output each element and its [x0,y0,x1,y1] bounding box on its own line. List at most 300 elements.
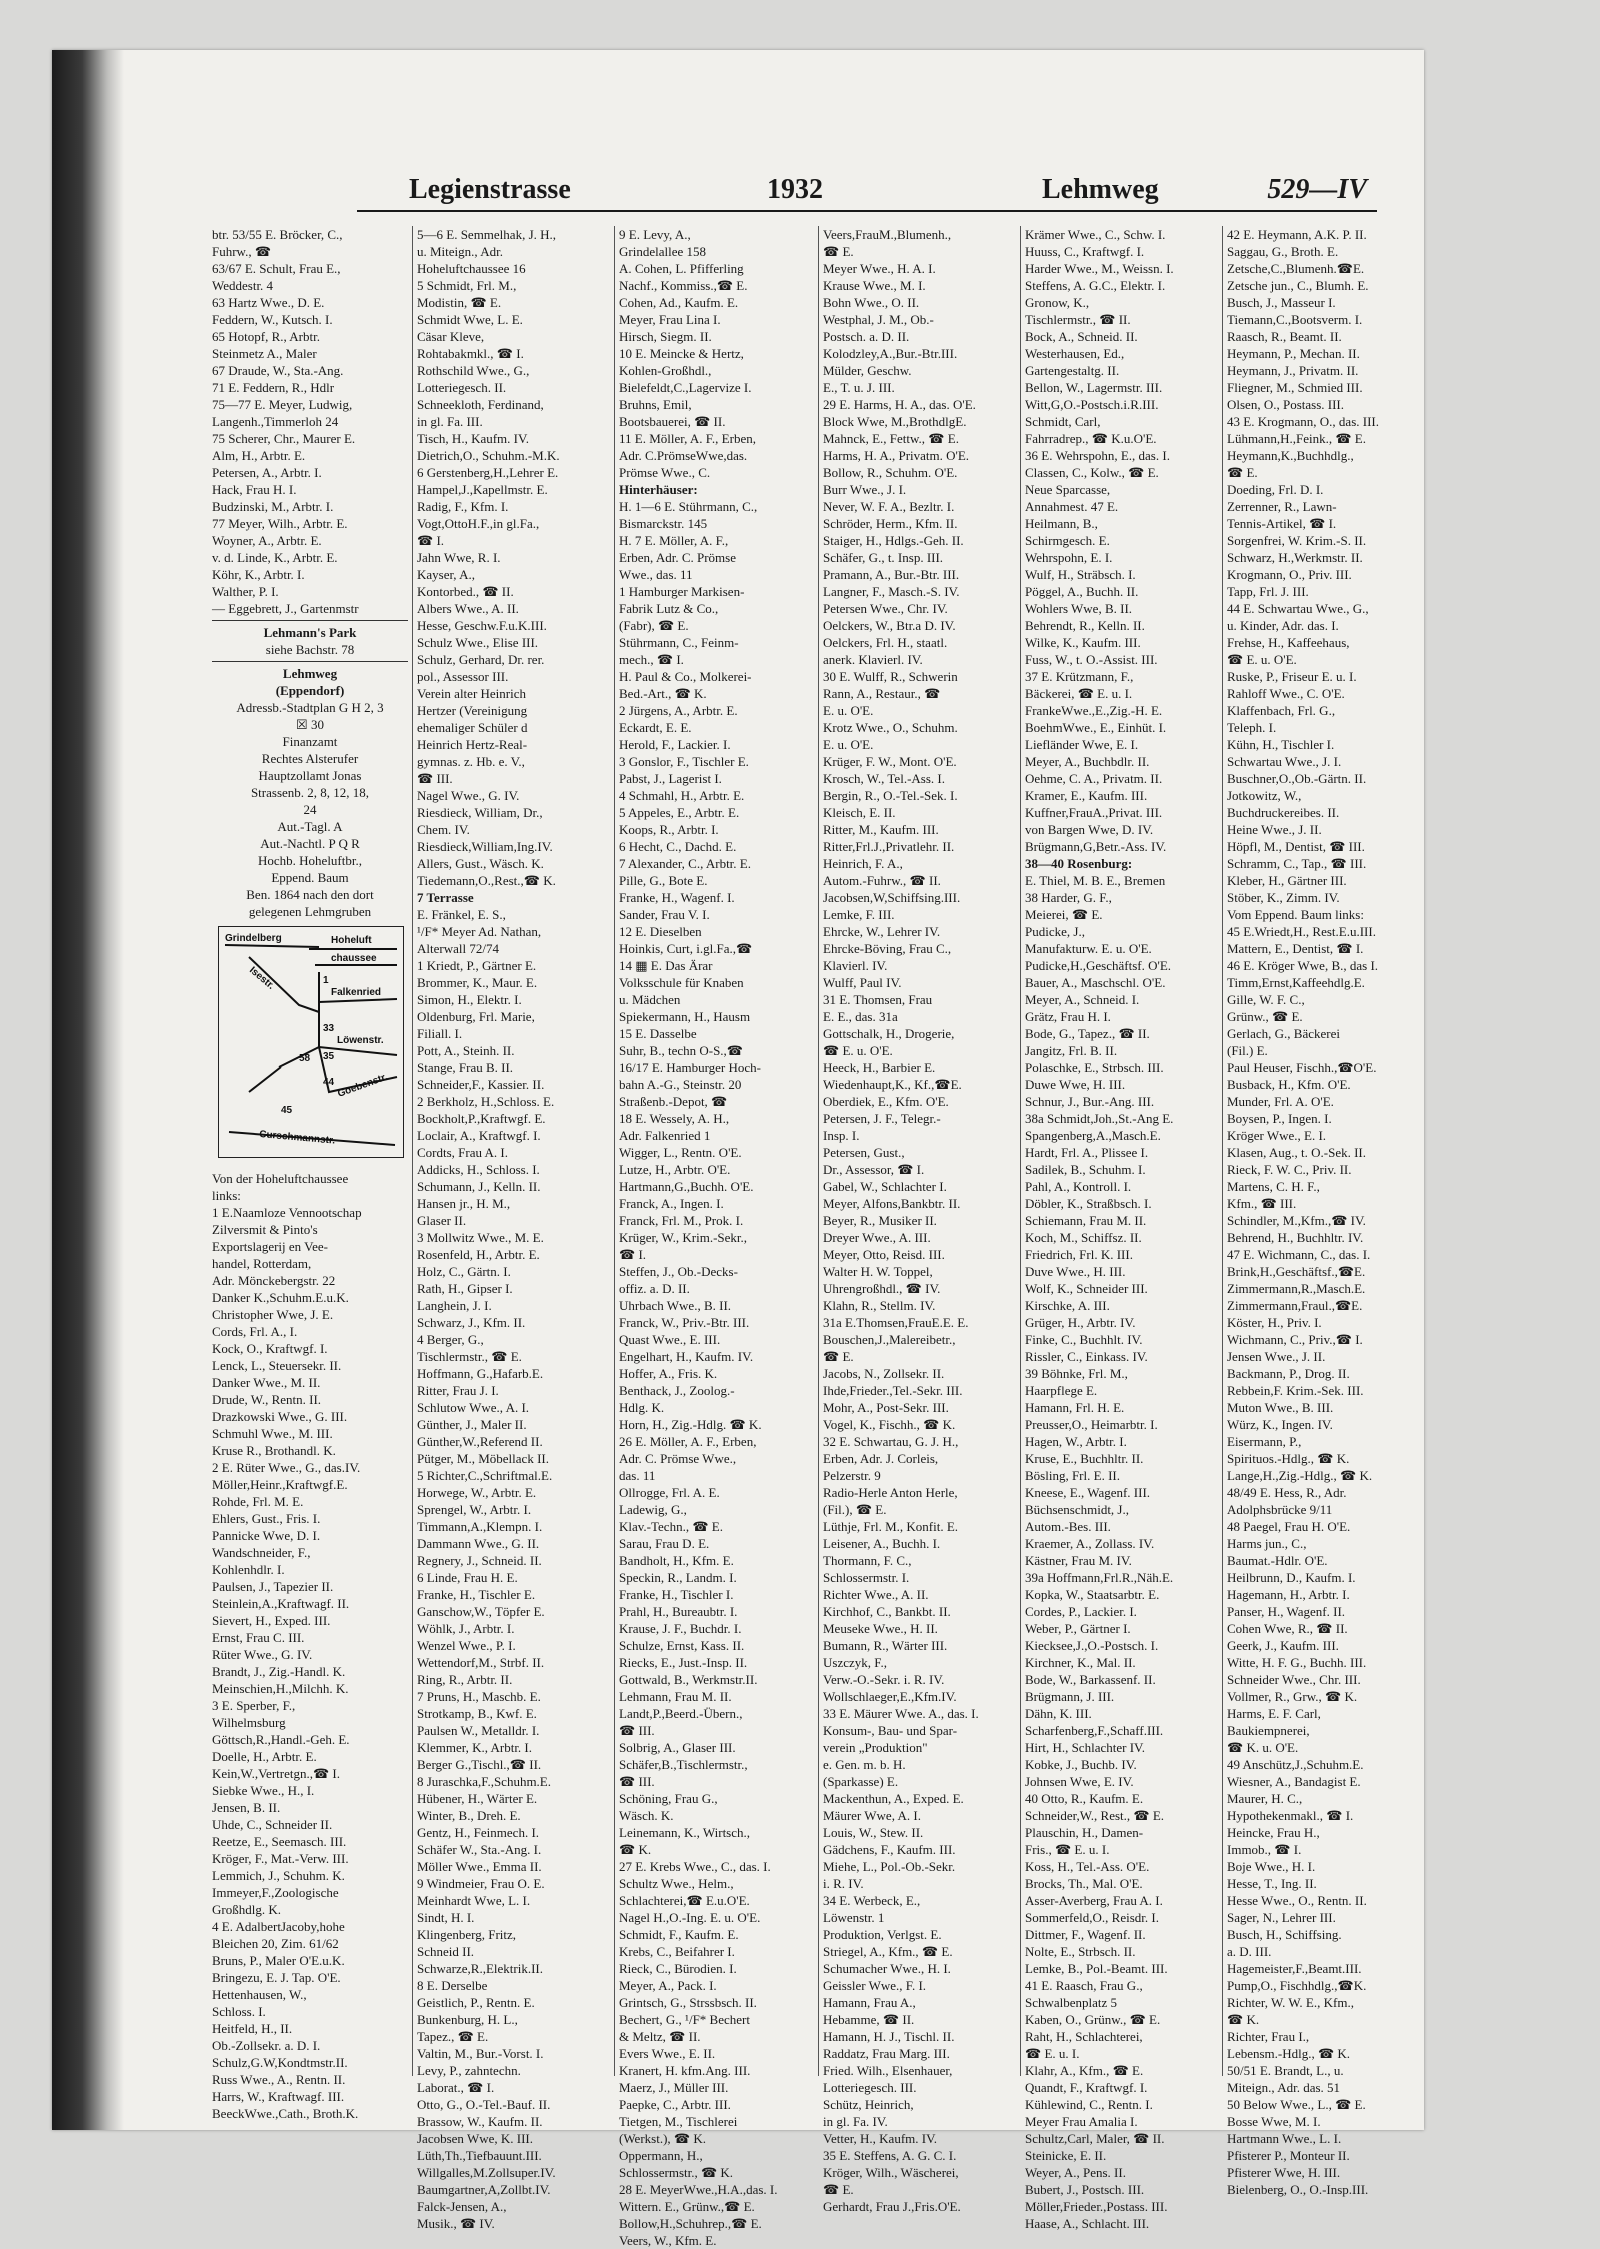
street-info-line: Adressb.-Stadtplan G H 2, 3 [236,700,384,715]
directory-entry: Doelle, H., Arbtr. E. [212,1749,317,1764]
directory-entry: Horn, H., Zig.-Hdlg. ☎ K. [619,1417,762,1432]
directory-entry: pol., Assessor III. [417,669,509,684]
directory-entry: Behrend, H., Buchhltr. IV. [1227,1230,1364,1245]
directory-entry: Hoinkis, Curt, i.gl.Fa.,☎ [619,941,753,956]
directory-entry: Frehse, H., Kaffeehaus, [1227,635,1350,650]
directory-entry: Brügmann,G,Betr.-Ass. IV. [1025,839,1167,854]
directory-entry: Engelhart, H., Kaufm. IV. [619,1349,754,1364]
directory-entry: Büchsenschmidt, J., [1025,1502,1129,1517]
directory-entry: btr. 53/55 E. Bröcker, C., [212,227,343,242]
directory-entry: Kruse R., Brothandl. K. [212,1443,336,1458]
directory-entry: Cäsar Kleve, [417,329,485,344]
directory-entry: Pott, A., Steinh. II. [417,1043,515,1058]
directory-entry: Raddatz, Frau Marg. III. [823,2046,950,2061]
directory-entry: Steffens, A. G.C., Elektr. I. [1025,278,1166,293]
directory-entry: Uhde, C., Schneider II. [212,1817,333,1832]
directory-entry: 16/17 E. Hamburger Hoch- [619,1060,762,1075]
directory-entry: Schulz,G.W,Kondtmstr.II. [212,2055,348,2070]
directory-entry: 50/51 E. Brandt, L., u. [1227,2063,1344,2078]
directory-entry: Loclair, A., Kraftwgf. I. [417,1128,541,1143]
directory-entry: Kruse, E., Buchhltr. II. [1025,1451,1144,1466]
directory-entry: Wiesner, A., Bandagist E. [1227,1774,1361,1789]
map-label-falkenried: Falkenried [331,987,382,998]
directory-entry: Bandholt, H., Kfm. E. [619,1553,734,1568]
directory-entry: Volksschule für Knaben [619,975,744,990]
directory-entry: BeeckWwe.,Cath., Broth.K. [212,2106,359,2121]
directory-entry: Oelckers, Frl. H., staatl. [823,635,948,650]
street-info-line: Aut.-Nachtl. P Q R [260,836,360,851]
directory-entry: Landt,P.,Beerd.-Übern., [619,1706,743,1721]
directory-entry: A. Cohen, L. Pfifferling [619,261,744,276]
directory-entry: Ring, R., Arbtr. II. [417,1672,513,1687]
directory-entry: 15 E. Dasselbe [619,1026,697,1041]
directory-entry: Langenh.,Timmerloh 24 [212,414,339,429]
directory-entry: Klasen, Aug., t. O.-Sek. II. [1227,1145,1367,1160]
directory-entry: Schultz,Carl, Maler, ☎ II. [1025,2131,1165,2146]
directory-entry: BoehmWwe., E., Einhüt. I. [1025,720,1167,735]
directory-entry: Heilmann, B., [1025,516,1098,531]
directory-entry: Verw.-O.-Sekr. i. R. IV. [823,1672,945,1687]
directory-entry: Franke, H., Wagenf. I. [619,890,735,905]
directory-entry: Meyer Wwe., H. A. I. [823,261,936,276]
directory-entry: Uhrengroßhdl., ☎ IV. [823,1281,941,1296]
directory-entry: Miehe, L., Pol.-Ob.-Sekr. [823,1859,956,1874]
directory-entry: Bringezu, E. J. Tap. O'E. [212,1970,341,1985]
directory-entry: Erben, Adr. C. Prömse [619,550,736,565]
directory-entry: 71 E. Feddern, R., Hdlr [212,380,335,395]
directory-entry: Veers, W., Kfm. E. [619,2233,717,2248]
directory-entry: 39a Hoffmann,Frl.R.,Näh.E. [1025,1570,1174,1585]
directory-entry: ☎ K. u. O'E. [1227,1740,1299,1755]
directory-entry: Bielefeldt,C.,Lagervize I. [619,380,752,395]
directory-entry: Jensen Wwe., J. II. [1227,1349,1326,1364]
directory-entry: Sindt, H. I. [417,1910,475,1925]
directory-entry: Polaschke, E., Strbsch. III. [1025,1060,1164,1075]
directory-entry: Olsen, O., Postass. III. [1227,397,1344,412]
directory-entry: Grünw., ☎ E. [1227,1009,1303,1024]
directory-entry: Meyer Frau Amalia I. [1025,2114,1138,2129]
directory-entry: Brassow, W., Kaufm. II. [417,2114,543,2129]
directory-entry: 34 E. Werbeck, E., [823,1893,921,1908]
directory-entry: Musik., ☎ IV. [417,2216,495,2231]
directory-entry: 36 E. Wehrspohn, E., das. I. [1025,448,1170,463]
directory-entry: Huuss, C., Kraftwgf. I. [1025,244,1145,259]
directory-entry: Rieck, C., Bürodien. I. [619,1961,737,1976]
directory-entry: & Meltz, ☎ II. [619,2029,701,2044]
directory-entry: Hesse, Geschw.F.u.K.III. [417,618,547,633]
directory-entry: Herold, F., Lackier. I. [619,737,731,752]
directory-entry: Rohtabakmkl., ☎ I. [417,346,524,361]
directory-entry: Rosenfeld, H., Arbtr. E. [417,1247,540,1262]
directory-entry: Rieck, F. W. C., Priv. II. [1227,1162,1352,1177]
directory-entry: Rissler, C., Einkass. IV. [1025,1349,1148,1364]
directory-entry: Johnsen Wwe, E. IV. [1025,1774,1134,1789]
directory-entry: Schütz, Heinrich, [823,2097,914,2112]
directory-entry: Schneekloth, Ferdinand, [417,397,544,412]
directory-entry: anerk. Klavierl. IV. [823,652,923,667]
directory-entry: Kühn, H., Tischler I. [1227,737,1335,752]
directory-entry: Manufakturw. E. u. O'E. [1025,941,1152,956]
directory-entry: 63/67 E. Schult, Frau E., [212,261,341,276]
directory-entry: Ladewig, G., [619,1502,687,1517]
directory-entry: Pfisterer Wwe, H. III. [1227,2165,1341,2180]
directory-entry: Krotz Wwe., O., Schuhm. [823,720,958,735]
directory-entry: Bollow,H.,Schuhrep.,☎ E. [619,2216,762,2231]
directory-entry: Lotteriegesch. III. [823,2080,917,2095]
directory-entry: H. 1—6 E. Stührmann, C., [619,499,758,514]
directory-entry: Kranert, H. kfm.Ang. III. [619,2063,751,2078]
directory-entry: Grindelallee 158 [619,244,706,259]
directory-entry: 38—40 Rosenburg: [1025,856,1133,871]
directory-entry: 33 E. Mäurer Wwe. A., das. I. [823,1706,979,1721]
directory-entry: Veers,FrauM.,Blumenh., [823,227,952,242]
directory-entry: in gl. Fa. III. [417,414,483,429]
directory-entry: 18 E. Wessely, A. H., [619,1111,730,1126]
directory-entry: Hertzer (Vereinigung [417,703,528,718]
street-info-line: Finanzamt [282,734,338,749]
directory-entry: Danker Wwe., M. II. [212,1375,321,1390]
directory-entry: Schwartau Wwe., J. I. [1227,754,1342,769]
directory-entry: Köster, H., Priv. I. [1227,1315,1322,1330]
directory-entry: H. 7 E. Möller, A. F., [619,533,729,548]
directory-entry: Hoffer, A., Fris. K. [619,1366,718,1381]
map-house-number: 35 [323,1051,335,1062]
directory-entry: ☎ E. [823,1349,854,1364]
directory-entry: Lühmann,H.,Feink., ☎ E. [1227,431,1366,446]
map-label-hoheluft: Hoheluft [331,935,372,946]
directory-entry: Bruns, P., Maler O'E.u.K. [212,1953,345,1968]
directory-entry: Boje Wwe., H. I. [1227,1859,1316,1874]
directory-entry: 3 E. Sperber, F., [212,1698,296,1713]
directory-entry: Langhein, J. I. [417,1298,492,1313]
directory-entry: Vogt,OttoH.F.,in gl.Fa., [417,516,540,531]
directory-entry: Tietgen, M., Tischlerei [619,2114,738,2129]
directory-entry: Allers, Gust., Wäsch. K. [417,856,544,871]
directory-entry: Zerrenner, R., Lawn- [1227,499,1337,514]
directory-entry: Bouschen,J.,Malereibetr., [823,1332,956,1347]
directory-entry: 7 Alexander, C., Arbtr. E. [619,856,751,871]
street-info-line: Ben. 1864 nach den dort [246,887,374,902]
directory-entry: Von der Hoheluftchaussee [212,1171,349,1186]
directory-entry: Grüger, H., Arbtr. IV. [1025,1315,1136,1330]
street-map [218,926,404,1158]
directory-entry: handel, Rotterdam, [212,1256,312,1271]
directory-entry: Bed.-Art., ☎ K. [619,686,707,701]
directory-entry: Wöhlk, J., Arbtr. I. [417,1621,515,1636]
directory-entry: Kopka, W., Staatsarbtr. E. [1025,1587,1160,1602]
directory-entry: 26 E. Möller, A. F., Erben, [619,1434,757,1449]
directory-entry: Jacobsen,W,Schiffsing.III. [823,890,961,905]
directory-entry: Kein,W.,Vertretgn.,☎ I. [212,1766,340,1781]
directory-entry: Chem. IV. [417,822,470,837]
directory-entry: Wulf, H., Sträbsch. I. [1025,567,1136,582]
directory-entry: 48 Paegel, Frau H. O'E. [1227,1519,1351,1534]
column-3 [614,226,817,2248]
directory-entry: Mackenthun, A., Exped. E. [823,1791,964,1806]
directory-entry: Pannicke Wwe, D. I. [212,1528,321,1543]
directory-entry: 1 E.Naamloze Vennootschap [212,1205,362,1220]
directory-entry: Steinlein,A.,Kraftwagf. II. [212,1596,350,1611]
directory-entry: links: [212,1188,241,1203]
directory-entry: 9 E. Levy, A., [619,227,691,242]
directory-entry: Fuss, W., t. O.-Assist. III. [1025,652,1158,667]
directory-entry: Tischlermstr., ☎ E. [417,1349,522,1364]
directory-entry: Benthack, J., Zoolog.- [619,1383,735,1398]
directory-entry: Haarpflege E. [1025,1383,1098,1398]
directory-entry: Witte, H. F. G., Buchh. III. [1227,1655,1367,1670]
directory-entry: 8 Juraschka,F.,Schuhm.E. [417,1774,551,1789]
map-label-curschmann: Curschmannstr. [258,1129,336,1147]
directory-entry: Bunkenburg, H. L., [417,2012,518,2027]
directory-entry: Weddestr. 4 [212,278,274,293]
directory-entry: Paulsen W., Metalldr. I. [417,1723,540,1738]
directory-entry: Ollrogge, Frl. A. E. [619,1485,720,1500]
directory-entry: Schirmgesch. E. [1025,533,1110,548]
book-spine-shadow [52,50,124,2130]
directory-entry: Ehlers, Gust., Fris. I. [212,1511,321,1526]
directory-entry: Pudicke,H.,Geschäftsf. O'E. [1025,958,1172,973]
directory-entry: Hampel,J.,Kapellmstr. E. [417,482,548,497]
directory-entry: 5 Appeles, E., Arbtr. E. [619,805,740,820]
directory-entry: 65 Hotopf, R., Arbtr. [212,329,320,344]
directory-entry: 47 E. Wichmann, C., das. I. [1227,1247,1371,1262]
directory-entry: ☎ K. [619,1842,652,1857]
directory-entry: Steffen, J., Ob.-Decks- [619,1264,738,1279]
directory-entry: Laborat., ☎ I. [417,2080,495,2095]
directory-entry: Wollschlaeger,E.,Kfm.IV. [823,1689,957,1704]
directory-entry: Solbrig, A., Glaser III. [619,1740,736,1755]
directory-entry: Ganschow,W., Töpfer E. [417,1604,545,1619]
directory-entry: Wichmann, C., Priv.,☎ I. [1227,1332,1363,1347]
map-loewenstr-line [279,1047,397,1067]
directory-entry: Pramann, A., Bur.-Btr. III. [823,567,960,582]
street-info-line: ☒ 30 [296,717,324,732]
directory-entry: Schmidt, Carl, [1025,414,1101,429]
directory-entry: Hartmann Wwe., L. I. [1227,2131,1342,2146]
directory-entry: (Fil.), ☎ E. [823,1502,887,1517]
directory-entry: ☎ III. [619,1723,655,1738]
directory-entry: Asser-Averberg, Frau A. I. [1025,1893,1163,1908]
directory-entry: Günther,W.,Referend II. [417,1434,543,1449]
directory-entry: Timmann,A.,Klempn. I. [417,1519,543,1534]
directory-entry: Hebamme, ☎ II. [823,2012,915,2027]
directory-entry: 75—77 E. Meyer, Ludwig, [212,397,353,412]
directory-entry: 7 Pruns, H., Maschb. E. [417,1689,541,1704]
directory-entry: Ehrcke, W., Lehrer IV. [823,924,941,939]
directory-entry: Zetsche jun., C., Blumh. E. [1227,278,1369,293]
directory-entry: Schäfer,B.,Tischlermstr., [619,1757,748,1772]
directory-entry: Schlossermstr., ☎ K. [619,2165,734,2180]
directory-entry: Thormann, F. C., [823,1553,912,1568]
directory-entry: Cohen Wwe, R., ☎ II. [1227,1621,1348,1636]
directory-entry: Oelckers, W., Btr.a D. IV. [823,618,956,633]
directory-entry: Kühlewind, C., Rentn. I. [1025,2097,1153,2112]
directory-entry: Willgalles,M.Zollsuper.IV. [417,2165,556,2180]
directory-entry: 10 E. Meincke & Hertz, [619,346,744,361]
directory-entry: Suhr, B., techn O-S.,☎ [619,1043,744,1058]
directory-entry: Lebensm.-Hdlg., ☎ K. [1227,2046,1351,2061]
directory-entry: Exportslagerij en Vee- [212,1239,328,1254]
street-info-line: 24 [303,802,317,817]
directory-entry: Vogel, K., Fischh., ☎ K. [823,1417,956,1432]
directory-entry: Kröger, F., Mat.-Verw. III. [212,1851,349,1866]
directory-entry: Adr. C.PrömseWwe,das. [619,448,748,463]
directory-entry: Schloss. I. [212,2004,266,2019]
directory-entry: Jacobsen Wwe, K. III. [417,2131,533,2146]
directory-entry: Fried. Wilh., Elsenhauer, [823,2063,953,2078]
directory-entry: Mattern, E., Dentist, ☎ I. [1227,941,1364,956]
directory-entry: Hypothekenmakl., ☎ I. [1227,1808,1354,1823]
directory-entry: Kirchner, K., Mal. II. [1025,1655,1136,1670]
map-house-number: 45 [281,1105,293,1116]
directory-entry: Krüger, W., Krim.-Sekr., [619,1230,748,1245]
directory-entry: Dreyer Wwe., A. III. [823,1230,931,1245]
directory-entry: Schöning, Frau G., [619,1791,718,1806]
directory-entry: Walther, P. I. [212,584,279,599]
directory-entry: Lenck, L., Steuersekr. II. [212,1358,342,1373]
directory-entry: mech., ☎ I. [619,652,684,667]
street-info-line: Hochb. Hoheluftbr., [258,853,362,868]
directory-entry: Adr. Mönckebergstr. 22 [212,1273,336,1288]
directory-entry: Meinhardt Wwe, L. I. [417,1893,531,1908]
directory-entry: Finke, C., Buchhlt. IV. [1025,1332,1143,1347]
lehmanns-park-title: Lehmann's Park [263,625,357,640]
directory-entry: ☎ E. u. O'E. [1227,652,1297,667]
directory-entry: Brink,H.,Geschäftsf.,☎E. [1227,1264,1366,1279]
directory-entry: Autom.-Fuhrw., ☎ II. [823,873,941,888]
directory-entry: Buschner,O.,Ob.-Gärtn. II. [1227,771,1367,786]
directory-entry: ☎ I. [619,1247,647,1262]
directory-entry: Baumat.-Hdlr. O'E. [1227,1553,1328,1568]
directory-entry: Zilversmit & Pinto's [212,1222,318,1237]
directory-entry: Strotkamp, B., Kwf. E. [417,1706,537,1721]
directory-entry: Zimmermann,Fraul.,☎E. [1227,1298,1363,1313]
directory-entry: v. d. Linde, K., Arbtr. E. [212,550,338,565]
directory-entry: Meyer, A., Schneid. I. [1025,992,1140,1007]
directory-entry: Ob.-Zollsekr. a. D. I. [212,2038,321,2053]
directory-entry: Klahn, R., Stellm. IV. [823,1298,936,1313]
directory-entry: 7 Terrasse [417,890,474,905]
directory-entry: Annahmest. 47 E. [1025,499,1119,514]
directory-entry: Schäfer W., Sta.-Ang. I. [417,1842,542,1857]
directory-entry: 9 Windmeier, Frau O. E. [417,1876,545,1891]
directory-entry: Petersen, J. F., Telegr.- [823,1111,941,1126]
directory-entry: Cords, Frl. A., I. [212,1324,298,1339]
map-label-loewenstr: Löwenstr. [337,1035,384,1046]
directory-entry: offiz. a. D. II. [619,1281,690,1296]
directory-entry: Kobke, J., Buchb. IV. [1025,1757,1137,1772]
directory-entry: Koch, M., Schiffsz. II. [1025,1230,1142,1245]
directory-entry: Franke, H., Tischler E. [417,1587,536,1602]
directory-entry: Hübener, H., Wärter E. [417,1791,538,1806]
directory-entry: 1 Kriedt, P., Gärtner E. [417,958,537,973]
directory-entry: Winter, B., Dreh. E. [417,1808,521,1823]
directory-entry: Kramer, E., Kaufm. III. [1025,788,1148,803]
directory-entry: Heinrich Hertz-Real- [417,737,528,752]
directory-entry: Oehme, C. A., Privatm. II. [1025,771,1163,786]
directory-entry: Produktion, Verlgst. E. [823,1927,942,1942]
directory-entry: Klemmer, K., Arbtr. I. [417,1740,533,1755]
directory-entry: Schulz Wwe., Elise III. [417,635,539,650]
directory-entry: Nagel H.,O.-Ing. E. u. O'E. [619,1910,761,1925]
directory-entry: Stöber, K., Zimm. IV. [1227,890,1340,905]
directory-entry: Hesse Wwe., O., Rentn. II. [1227,1893,1367,1908]
directory-entry: ☎ E. [823,2182,854,2197]
directory-entry: Bellon, W., Lagermstr. III. [1025,380,1163,395]
directory-entry: Baumgartner,A,Zollbt.IV. [417,2182,551,2197]
directory-entry: Kästner, Frau M. IV. [1025,1553,1132,1568]
directory-entry: Siebke Wwe., H., I. [212,1783,315,1798]
directory-entry: Hamann, Frau A., [823,1995,916,2010]
directory-entry: Richter, W. W. E., Kfm., [1227,1995,1354,2010]
directory-entry: Drazkowski Wwe., G. III. [212,1409,348,1424]
directory-entry: u. Mädchen [619,992,681,1007]
directory-entry: Schneider,F., Kassier. II. [417,1077,545,1092]
directory-entry: Stange, Frau B. II. [417,1060,514,1075]
directory-entry: Postsch. a. D. II. [823,329,910,344]
directory-entry: Bubert, J., Postsch. III. [1025,2182,1145,2197]
directory-entry: u. Kinder, Adr. das. I. [1227,618,1339,633]
directory-entry: Hack, Frau H. I. [212,482,297,497]
directory-entry: Lutze, H., Arbtr. O'E. [619,1162,731,1177]
directory-entry: Jensen, B. II. [212,1800,281,1815]
directory-entry: Autom.-Bes. III. [1025,1519,1111,1534]
directory-entry: 46 E. Kröger Wwe, B., das I. [1227,958,1379,973]
directory-entry: Ritter, M., Kaufm. III. [823,822,939,837]
directory-entry: Hesse, T., Ing. II. [1227,1876,1317,1891]
directory-entry: Franck, W., Priv.-Btr. III. [619,1315,750,1330]
directory-entry: Wettendorf,M., Strbf. II. [417,1655,545,1670]
directory-entry: Schmuhl Wwe., M. III. [212,1426,333,1441]
directory-entry: Gottschalk, H., Drogerie, [823,1026,955,1041]
directory-entry: Kohlenhdlr. I. [212,1562,285,1577]
directory-entry: Tisch, H., Kaufm. IV. [417,431,529,446]
directory-entry: Klav.-Techn., ☎ E. [619,1519,723,1534]
column-1-bottom-entries [212,1170,408,2122]
directory-entry: Meyer, A., Buchbdlr. II. [1025,754,1150,769]
directory-entry: Ruske, P., Friseur E. u. I. [1227,669,1357,684]
directory-entry: Russ Wwe., A., Rentn. II. [212,2072,346,2087]
directory-entry: ehemaliger Schüler d [417,720,528,735]
directory-entry: Heilbrunn, D., Kaufm. I. [1227,1570,1356,1585]
directory-entry: Falck-Jensen, A., [417,2199,507,2214]
directory-entry: Bode, G., Tapez., ☎ II. [1025,1026,1150,1041]
street-info-line: (Eppendorf) [275,683,345,698]
directory-entry: Burr Wwe., J. I. [823,482,907,497]
directory-entry: Eckardt, E. E. [619,720,692,735]
directory-entry: Krämer Wwe., C., Schw. I. [1025,227,1166,242]
directory-entry: Weber, P., Gärtner I. [1025,1621,1131,1636]
directory-entry: Rann, A., Restaur., ☎ [823,686,941,701]
directory-entry: 3 Mollwitz Wwe., M. E. [417,1230,544,1245]
directory-entry: Doeding, Frl. D. I. [1227,482,1324,497]
directory-entry: Schmidt Wwe, L. E. [417,312,523,327]
directory-entry: 35 E. Steffens, A. G. C. I. [823,2148,957,2163]
directory-entry: Gädchens, F., Kaufm. III. [823,1842,956,1857]
directory-entry: Saggau, G., Broth. E. [1227,244,1339,259]
directory-entry: Verein alter Heinrich [417,686,527,701]
directory-entry: Panser, H., Wagenf. II. [1227,1604,1346,1619]
directory-entry: Wehrspohn, E. I. [1025,550,1113,565]
directory-entry: Kraemer, A., Zollass. IV. [1025,1536,1155,1551]
directory-entry: Kröger Wwe., E. I. [1227,1128,1327,1143]
directory-entry: Adolphsbrücke 9/11 [1227,1502,1333,1517]
directory-entry: Klahr, A., Kfm., ☎ E. [1025,2063,1144,2078]
directory-entry: Insp. I. [823,1128,860,1143]
directory-entry: Ritter, Frau J. I. [417,1383,499,1398]
directory-entry: Franck, A., Ingen. I. [619,1196,724,1211]
directory-entry: Kneese, E., Wagenf. III. [1025,1485,1151,1500]
